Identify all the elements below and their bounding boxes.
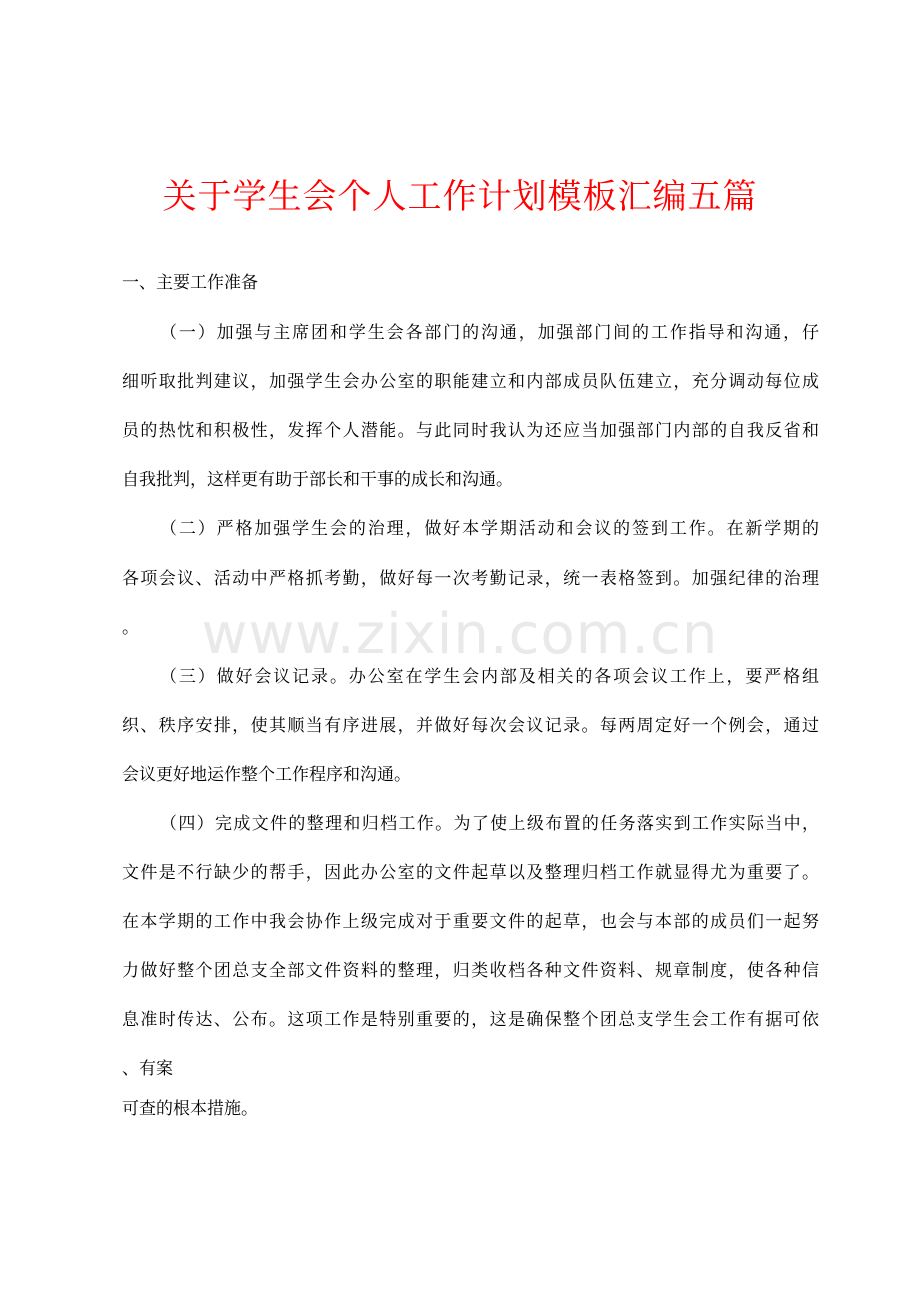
paragraph-line: 在本学期的工作中我会协作上级完成对于重要文件的起草，也会与本部的成员们一起努 <box>122 912 819 932</box>
paragraph-line: 文件是不行缺少的帮手，因此办公室的文件起草以及整理归档工作就显得尤为重要了。 <box>122 863 819 883</box>
paragraph-line: 员的热忱和积极性，发挥个人潜能。与此同时我认为还应当加强部门内部的自我反省和 <box>122 421 819 441</box>
watermark: www.zixin.com.cn <box>201 602 719 667</box>
paragraph-line: （四）完成文件的整理和归档工作。为了使上级布置的任务落实到工作实际当中， <box>160 814 819 834</box>
paragraph-line: （二）严格加强学生会的治理，做好本学期活动和会议的签到工作。在新学期的 <box>160 519 819 539</box>
paragraph-line: 自我批判，这样更有助于部长和干事的成长和沟通。 <box>122 470 513 490</box>
section-heading: 一、主要工作准备 <box>122 273 258 293</box>
paragraph-line: （三）做好会议记录。办公室在学生会内部及相关的各项会议工作上，要严格组 <box>160 667 819 687</box>
paragraph-line: 息准时传达、公布。这项工作是特别重要的，这是确保整个团总支学生会工作有据可依 <box>122 1010 819 1030</box>
paragraph-line: 。 <box>122 618 139 638</box>
paragraph-line: 力做好整个团总支全部文件资料的整理，归类收档各种文件资料、规章制度，使各种信 <box>122 961 819 981</box>
paragraph-line: （一）加强与主席团和学生会各部门的沟通，加强部门间的工作指导和沟通，仔 <box>160 323 819 343</box>
paragraph-line: 各项会议、活动中严格抓考勤，做好每一次考勤记录，统一表格签到。加强纪律的治理 <box>122 569 819 589</box>
paragraph-line: 、有案 <box>122 1059 173 1079</box>
paragraph-line: 织、秩序安排，使其顺当有序进展，并做好每次会议记录。每两周定好一个例会，通过 <box>122 716 819 736</box>
paragraph-line: 会议更好地运作整个工作程序和沟通。 <box>122 765 411 785</box>
document-title: 关于学生会个人工作计划模板汇编五篇 <box>162 177 758 217</box>
paragraph-line: 可查的根本措施。 <box>122 1099 258 1119</box>
paragraph-line: 细听取批判建议，加强学生会办公室的职能建立和内部成员队伍建立，充分调动每位成 <box>122 372 819 392</box>
